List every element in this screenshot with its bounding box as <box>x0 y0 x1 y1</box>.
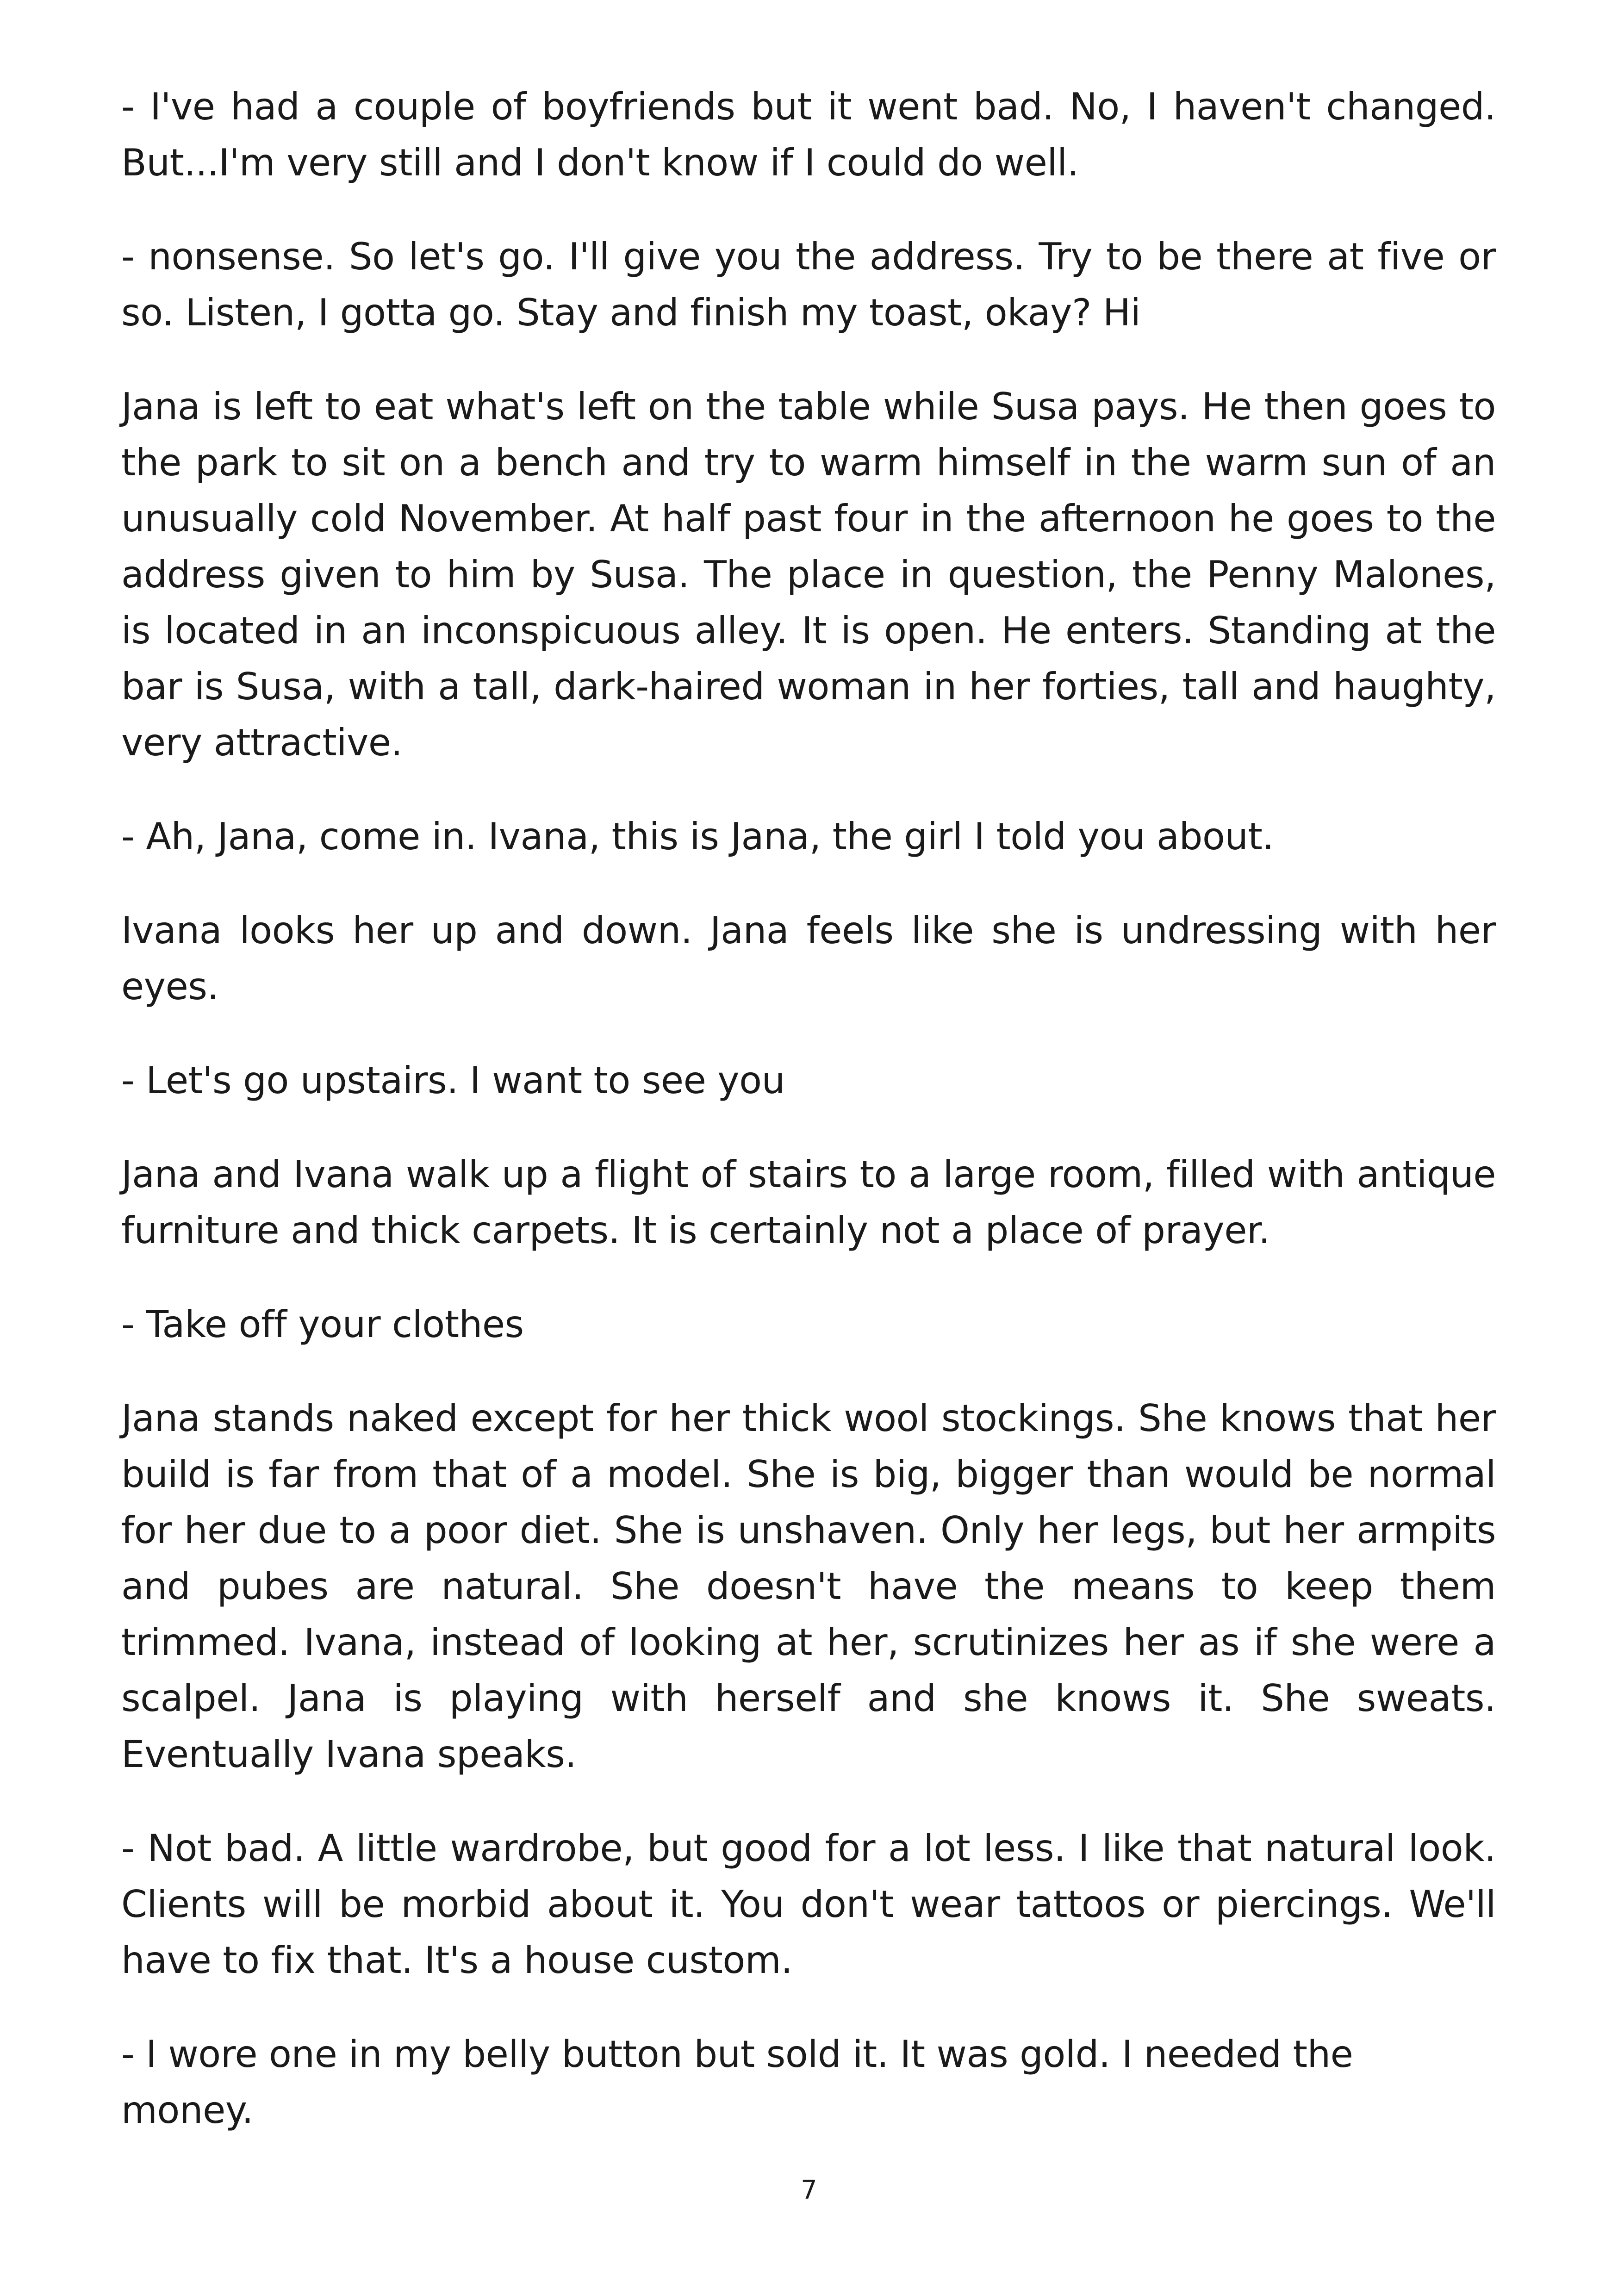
paragraph-5: Ivana looks her up and down. Jana feels like she is undressing with her eyes. <box>121 909 1496 1008</box>
paragraph-1: - I've had a couple of boyfriends but it went bad. No, I haven't changed. But...I'm very still and I don't know if I could do well. <box>121 85 1496 184</box>
paragraph-3: Jana is left to eat what's left on the table while Susa pays. He then goes to the park to sit on a bench and try to warm himself in the warm sun of an unusually cold November. At half past four in the afternoon he goes to the address given to him by Susa. The place in question, the Penny Malones, is located in an inconspicuous alley. It is open. He enters. Standing at the bar is Susa, with a tall, dark-haired woman in her forties, tall and haughty, very attractive. <box>121 385 1496 764</box>
paragraph-2: - nonsense. So let's go. I'll give you the address. Try to be there at five or so. Listen, I gotta go. Stay and finish my toast, okay? Hi <box>121 235 1496 334</box>
paragraph-9: Jana stands naked except for her thick wool stockings. She knows that her build is far from that of a model. She is big, bigger than would be normal for her due to a poor diet. She is unshaven. Only her legs, but her armpits and pubes are natural. She doesn't have the means to keep them trimmed. Ivana, instead of looking at her, scrutinizes her as if she were a scalpel. Jana is playing with herself and she knows it. She sweats. Eventually Ivana speaks. <box>121 1397 1496 1776</box>
paragraph-7: Jana and Ivana walk up a flight of stairs to a large room, filled with antique furniture and thick carpets. It is certainly not a place of prayer. <box>121 1153 1496 1252</box>
text-body <box>121 79 1496 2176</box>
paragraph-10: - Not bad. A little wardrobe, but good for a lot less. I like that natural look. Clients will be morbid about it. You don't wear tattoos or piercings. We'll have to fix that. It's a house custom. <box>121 1827 1496 1982</box>
paragraph-11: - I wore one in my belly button but sold it. It was gold. I needed the money. <box>121 2033 1353 2132</box>
paragraph-8: - Take off your clothes <box>121 1303 524 1346</box>
paragraph-6: - Let's go upstairs. I want to see you <box>121 1059 785 1102</box>
paragraph-4: - Ah, Jana, come in. Ivana, this is Jana, the girl I told you about. <box>121 815 1274 858</box>
page-number: 7 <box>801 2175 817 2205</box>
